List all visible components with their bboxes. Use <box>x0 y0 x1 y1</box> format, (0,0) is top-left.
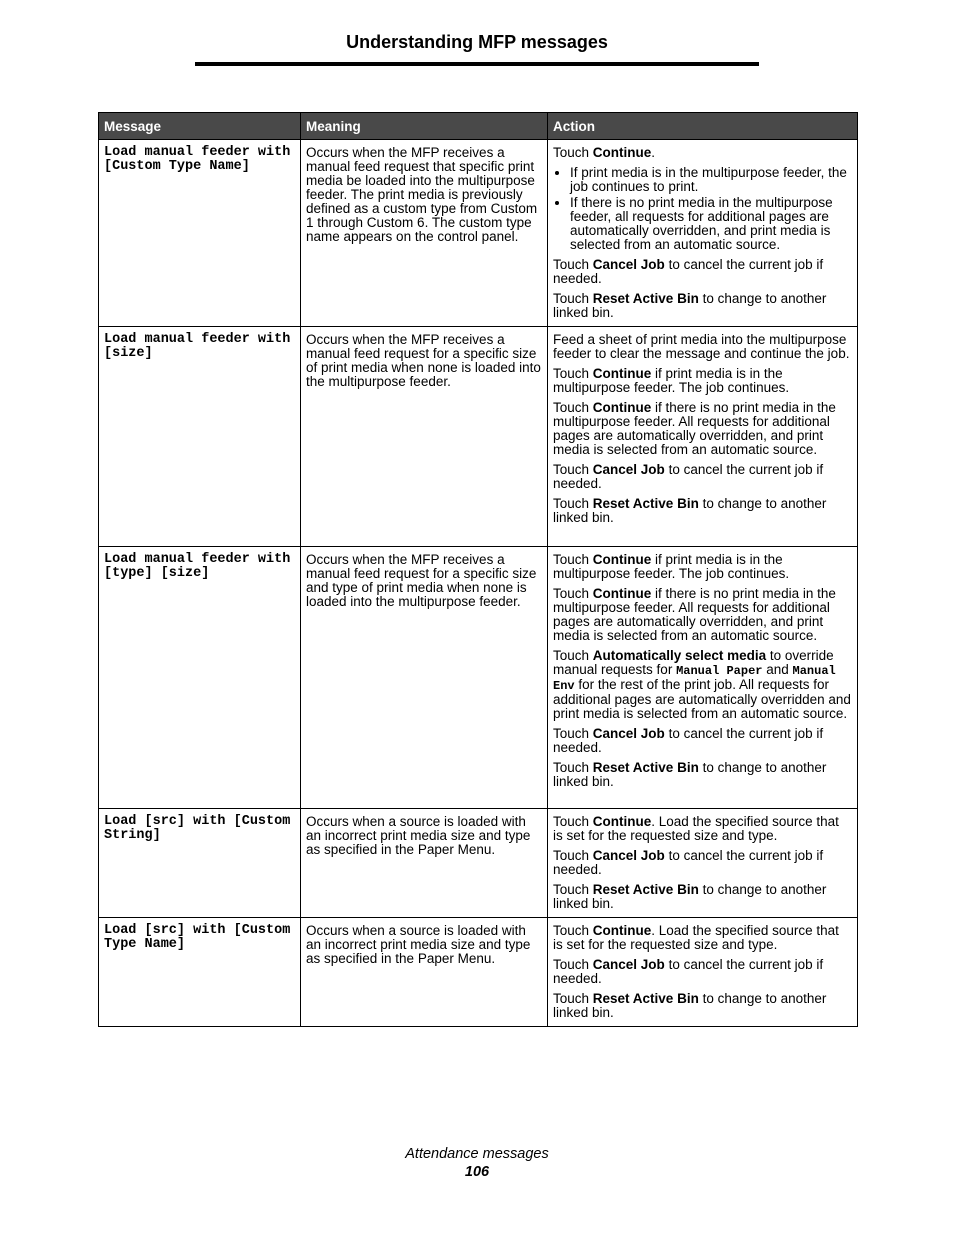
action-cell <box>548 918 858 1027</box>
action-paragraph: Touch Continue if there is no print media in the multipurpose feeder. All requests for additional pages are automatically overridden, and print media is selected from an automatic source. <box>553 586 836 643</box>
meaning-cell: Occurs when a source is loaded with an incorrect print media size and type as specified in the Paper Menu. <box>301 918 548 1027</box>
action-paragraph: Touch Automatically select media to override manual requests for Manual Paper and Manual Env for the rest of the print job. All requests for additional pages are automatically overridden and print media is selected from an automatic source. <box>553 648 851 721</box>
table-row <box>99 809 858 918</box>
list-item: • If print media is in the multipurpose feeder, the job continues to print. <box>570 166 852 194</box>
action-paragraph: Touch Cancel Job to cancel the current job if needed. <box>553 957 824 986</box>
message-cell: Load manual feeder with [type] [size] <box>99 547 301 809</box>
action-paragraph: Touch Continue if there is no print media in the multipurpose feeder. All requests for additional pages are automatically overridden, and print media is selected from an automatic source. <box>553 400 836 457</box>
action-paragraph: Touch Reset Active Bin to change to another linked bin. <box>553 991 827 1020</box>
action-paragraph: Touch Continue if print media is in the multipurpose feeder. The job continues. <box>553 366 790 395</box>
action-paragraph: Touch Continue. Load the specified source that is set for the requested size and type. <box>553 814 839 843</box>
action-paragraph: Touch Continue. Load the specified source that is set for the requested size and type. <box>553 923 839 952</box>
table-row <box>99 140 858 327</box>
action-paragraph: Touch Cancel Job to cancel the current job if needed. <box>553 726 824 755</box>
action-cell <box>548 809 858 918</box>
action-paragraph: Feed a sheet of print media into the multipurpose feeder to clear the message and continue the job. <box>553 332 850 361</box>
table-row <box>99 918 858 1027</box>
action-paragraph: Touch Continue. <box>553 145 656 160</box>
action-cell <box>548 140 858 327</box>
list-item: • If there is no print media in the multipurpose feeder, all requests for additional pages are automatically overridden, and print media is selected from an automatic source. <box>570 196 852 252</box>
action-paragraph: Touch Reset Active Bin to change to another linked bin. <box>553 760 827 789</box>
messages-table <box>98 112 858 1027</box>
action-bullet-list <box>553 166 852 252</box>
meaning-cell: Occurs when a source is loaded with an incorrect print media size and type as specified in the Paper Menu. <box>301 809 548 918</box>
action-paragraph: Touch Cancel Job to cancel the current job if needed. <box>553 257 824 286</box>
action-paragraph: Touch Continue if print media is in the multipurpose feeder. The job continues. <box>553 552 790 581</box>
action-cell <box>548 327 858 547</box>
meaning-cell: Occurs when the MFP receives a manual feed request for a specific size and type of print media when none is loaded into the multipurpose feeder. <box>301 547 548 809</box>
action-paragraph: Touch Reset Active Bin to change to another linked bin. <box>553 882 827 911</box>
footer-section-title: Attendance messages <box>405 1146 549 1162</box>
action-paragraph: Touch Cancel Job to cancel the current job if needed. <box>553 462 824 491</box>
meaning-cell: Occurs when the MFP receives a manual feed request for a specific size of print media when none is loaded into the multipurpose feeder. <box>301 327 548 547</box>
page-title: Understanding MFP messages <box>346 32 608 52</box>
action-cell <box>548 547 858 809</box>
action-paragraph: Touch Reset Active Bin to change to another linked bin. <box>553 496 827 525</box>
table-row <box>99 327 858 547</box>
table-row <box>99 547 858 809</box>
code-text: Manual Paper <box>676 664 763 678</box>
code-text: Manual Env <box>553 664 836 693</box>
title-rule <box>195 62 759 66</box>
message-cell: Load manual feeder with [Custom Type Name] <box>99 140 301 327</box>
action-paragraph: Touch Reset Active Bin to change to another linked bin. <box>553 291 827 320</box>
table-header-row <box>99 113 858 140</box>
action-paragraph: Touch Cancel Job to cancel the current job if needed. <box>553 848 824 877</box>
column-header-action: Action <box>548 113 858 140</box>
meaning-cell: Occurs when the MFP receives a manual feed request that specific print media be loaded into the multipurpose feeder. The print media is previously defined as a custom type from Custom 1 through Custom 6. The custom type name appears on the control panel. <box>301 140 548 327</box>
message-cell: Load [src] with [Custom String] <box>99 809 301 918</box>
column-header-meaning: Meaning <box>301 113 548 140</box>
message-cell: Load manual feeder with [size] <box>99 327 301 547</box>
column-header-message: Message <box>99 113 301 140</box>
page-number: 106 <box>464 1164 490 1180</box>
message-cell: Load [src] with [Custom Type Name] <box>99 918 301 1027</box>
